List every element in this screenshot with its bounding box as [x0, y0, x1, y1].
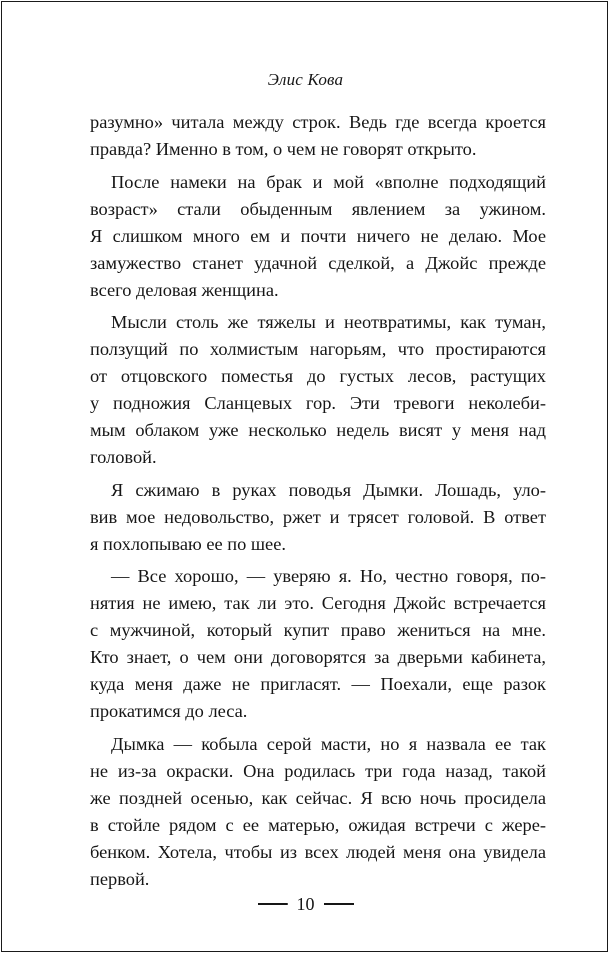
- text-line: куда меня даже не пригласят. — Поехали, еще разок: [90, 674, 546, 694]
- page-number: 10: [296, 894, 315, 914]
- text-line: разумно» читала между строк. Ведь где всегда кроется: [90, 112, 546, 132]
- text-line: Дымка — кобыла серой масти, но я назвала ее так: [111, 733, 546, 754]
- text-line: Кто знает, о чем они договорятся за дверьми кабинета,: [90, 647, 546, 667]
- text-line: замужество станет удачной сделкой, а Джойс прежде: [90, 252, 546, 273]
- running-head-author: Элис Кова: [267, 70, 344, 89]
- text-line: всего деловая женщина.: [90, 279, 279, 300]
- text-line: прокатимся до леса.: [90, 701, 248, 721]
- text-line: — Все хорошо, — уверяю я. Но, честно говоря, по-: [111, 566, 546, 586]
- text-line: После намеки на брак и мой «вполне подходящий: [111, 171, 546, 192]
- text-line: с мужчиной, который купит право жениться на мне.: [90, 620, 546, 640]
- text-line: головой.: [90, 447, 157, 467]
- text-line: Я слишком много ем и почти ничего не делаю. Мое: [90, 225, 546, 246]
- text-line: от отцовского поместья до густых лесов, растущих: [90, 366, 546, 386]
- page-number-footer: [0, 893, 611, 915]
- text-line: возраст» стали обыденным явлением за ужином.: [90, 198, 546, 219]
- folio-rule-left: [258, 903, 288, 905]
- body-text: [90, 109, 546, 893]
- text-line: правда? Именно в том, о чем не говорят открыто.: [90, 139, 477, 159]
- text-line: нятия не имею, так ли это. Сегодня Джойс встречается: [90, 593, 546, 613]
- text-line: у подножия Сланцевых гор. Эти тревоги неколеби-: [90, 393, 546, 413]
- text-line: не из-за окраски. Она родилась три года назад, такой: [90, 760, 546, 781]
- folio-rule-right: [324, 903, 354, 905]
- text-line: мым облаком уже несколько недель висят у меня над: [90, 420, 546, 440]
- text-line: Я сжимаю в руках поводья Дымки. Лошадь, уло-: [111, 479, 546, 500]
- text-line: же поздней осенью, как сейчас. Я всю ночь просидела: [90, 787, 546, 808]
- text-line: ползущий по холмистым нагорьям, что простираются: [90, 339, 546, 359]
- text-line: бенком. Хотела, чтобы из всех людей меня она увидела: [90, 841, 546, 862]
- text-line: в стойле рядом с ее матерью, ожидая встречи с жере-: [90, 814, 546, 835]
- text-line: я похлопываю ее по шее.: [90, 533, 286, 554]
- text-line: Мысли столь же тяжелы и неотвратимы, как туман,: [111, 312, 546, 332]
- text-line: первой.: [90, 868, 150, 889]
- text-line: вив мое недовольство, ржет и трясет головой. В ответ: [90, 506, 546, 527]
